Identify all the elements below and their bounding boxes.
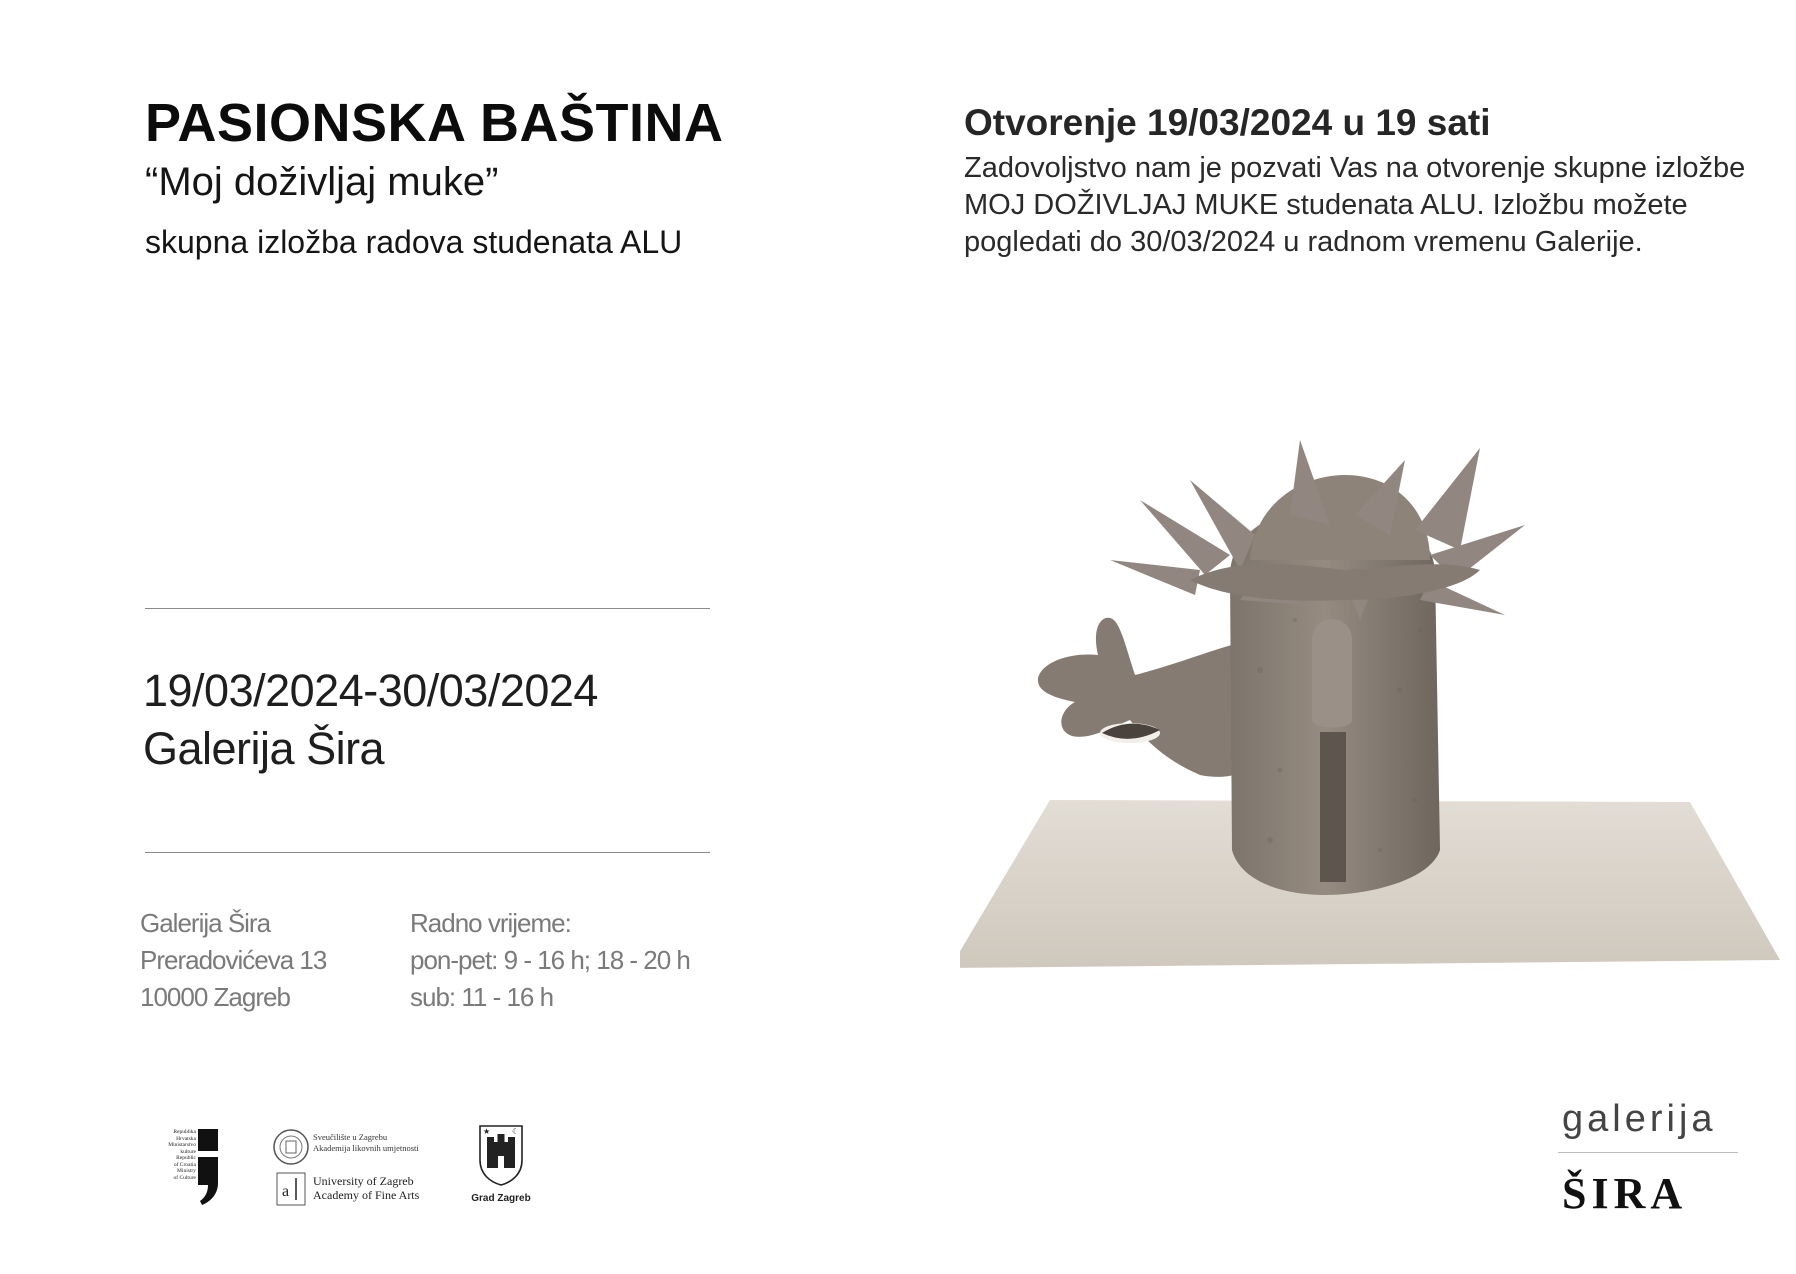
grad-zagreb-logo [466, 1120, 536, 1212]
address-line: Preradovićeva 13 [140, 945, 327, 975]
zagreb-coat-of-arms-icon [478, 1120, 524, 1186]
gallery-address [140, 905, 326, 1016]
divider [145, 608, 710, 609]
gallery-logo-divider [1558, 1152, 1738, 1153]
opening-hours [410, 905, 690, 1016]
exhibition-dates: 19/03/2024-30/03/2024 [143, 665, 598, 716]
divider [145, 852, 710, 853]
svg-text:☾: ☾ [512, 1127, 520, 1136]
ministry-logo-text: Republika Hrvatska Ministarstvo kulture Republic of Croatia Ministry of Culture [168, 1129, 196, 1181]
ministry-of-culture-logo [150, 1125, 230, 1207]
university-name-croatian: Sveučilište u Zagrebu Akademija likovnih umjetnosti [313, 1132, 419, 1153]
opening-line: Zadovoljstvo nam je pozvati Vas na otvorenje skupne izložbe [964, 152, 1746, 184]
grad-zagreb-label: Grad Zagreb [471, 1193, 531, 1204]
svg-text:★: ★ [483, 1127, 491, 1136]
hours-line: sub: 11 - 16 h [410, 982, 554, 1012]
university-zagreb-logo [268, 1126, 458, 1210]
university-seal-icon [272, 1128, 310, 1166]
exhibition-subtitle: “Moj doživljaj muke” [145, 160, 499, 204]
exhibition-description: skupna izložba radova studenata ALU [145, 224, 683, 260]
opening-text [964, 150, 1764, 261]
gallery-logo-word: galerija [1562, 1098, 1717, 1140]
sculpture-image [960, 440, 1780, 1000]
alu-monogram-icon [276, 1172, 306, 1206]
ministry-comma-mark [198, 1157, 218, 1205]
exhibition-venue: Galerija Šira [143, 723, 385, 774]
hours-line: Radno vrijeme: [410, 908, 571, 938]
svg-text:a: a [282, 1183, 290, 1200]
opening-line: pogledati do 30/03/2024 u radnom vremenu Galerije. [964, 226, 1643, 258]
opening-heading: Otvorenje 19/03/2024 u 19 sati [964, 102, 1491, 143]
exhibition-title: PASIONSKA BAŠTINA [145, 93, 724, 153]
hours-line: pon-pet: 9 - 16 h; 18 - 20 h [410, 945, 690, 975]
gallery-logo-name: ŠIRA [1562, 1169, 1688, 1218]
address-line: Galerija Šira [140, 908, 271, 938]
ministry-square-mark [198, 1129, 218, 1151]
university-name-english: University of Zagreb Academy of Fine Arts [313, 1174, 420, 1202]
address-line: 10000 Zagreb [140, 982, 290, 1012]
opening-line: MOJ DOŽIVLJAJ MUKE studenata ALU. Izložbu možete [964, 189, 1688, 221]
